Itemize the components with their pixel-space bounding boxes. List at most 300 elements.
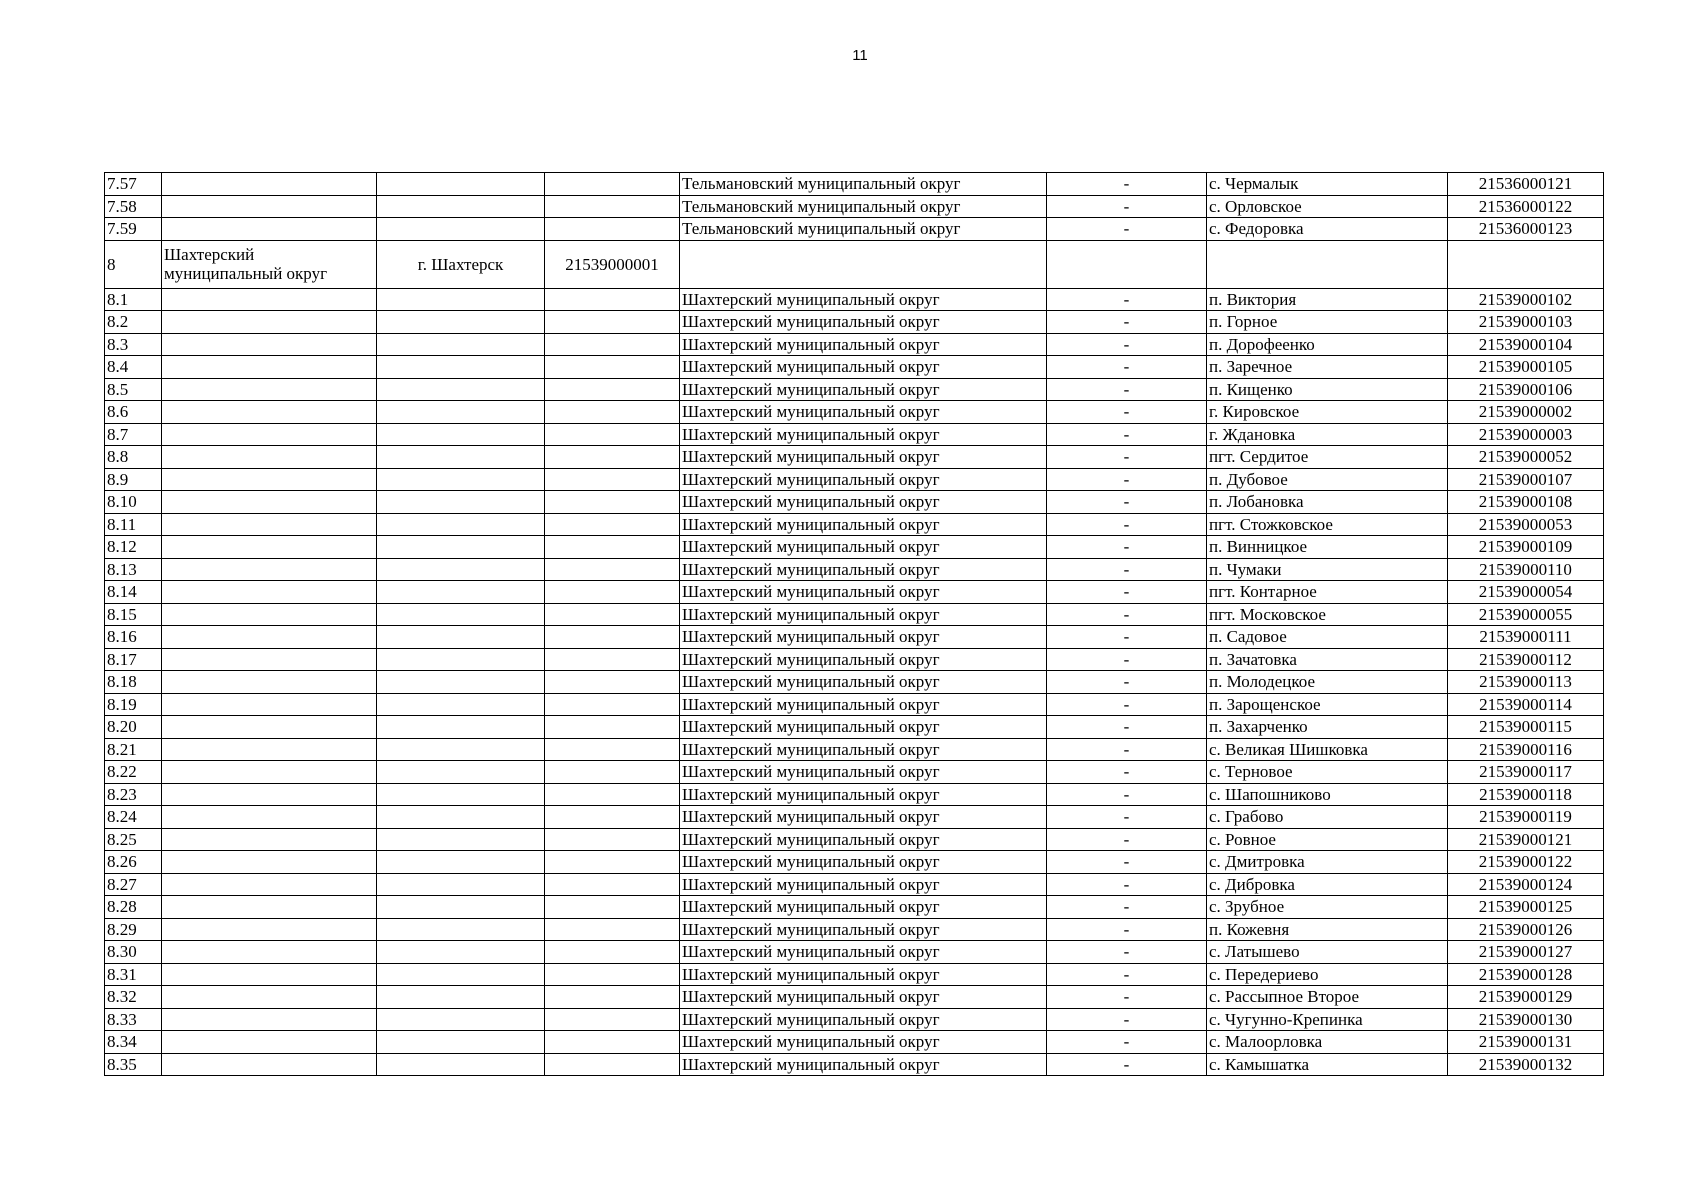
- center-code-cell: [545, 1031, 680, 1054]
- settlement-cell: п. Зачатовка: [1207, 648, 1448, 671]
- municipality-cell: Шахтерский муниципальный округ: [680, 468, 1047, 491]
- settlement-cell: п. Молодецкое: [1207, 671, 1448, 694]
- table-row: [105, 356, 1604, 379]
- settlement-cell: с. Шапошниково: [1207, 783, 1448, 806]
- table-body: [105, 173, 1604, 1076]
- admin-center-cell: [377, 173, 545, 196]
- district-cell: [162, 671, 377, 694]
- municipality-cell: Шахтерский муниципальный округ: [680, 446, 1047, 469]
- district-cell: [162, 491, 377, 514]
- settlement-cell: пгт. Стожковское: [1207, 513, 1448, 536]
- center-code-cell: [545, 581, 680, 604]
- oktmo-code-cell: 21539000110: [1448, 558, 1604, 581]
- row-number-cell: 8.12: [105, 536, 162, 559]
- table-row: [105, 173, 1604, 196]
- table-row: [105, 240, 1604, 288]
- district-cell: [162, 761, 377, 784]
- row-number-cell: 8.17: [105, 648, 162, 671]
- dash-cell: -: [1047, 851, 1207, 874]
- settlement-cell: п. Горное: [1207, 311, 1448, 334]
- row-number-cell: 8.3: [105, 333, 162, 356]
- district-cell: Шахтерский муниципальный округ: [162, 240, 377, 288]
- oktmo-code-cell: 21536000122: [1448, 195, 1604, 218]
- dash-cell: -: [1047, 941, 1207, 964]
- dash-cell: -: [1047, 918, 1207, 941]
- settlement-cell: п. Лобановка: [1207, 491, 1448, 514]
- table-row: [105, 851, 1604, 874]
- dash-cell: -: [1047, 806, 1207, 829]
- municipality-cell: Тельмановский муниципальный округ: [680, 195, 1047, 218]
- dash-cell: -: [1047, 446, 1207, 469]
- row-number-cell: 8.25: [105, 828, 162, 851]
- settlement-cell: п. Заречное: [1207, 356, 1448, 379]
- table-row: [105, 986, 1604, 1009]
- district-cell: [162, 828, 377, 851]
- center-code-cell: [545, 173, 680, 196]
- municipality-cell: Шахтерский муниципальный округ: [680, 423, 1047, 446]
- district-cell: [162, 401, 377, 424]
- row-number-cell: 8.10: [105, 491, 162, 514]
- district-cell: [162, 648, 377, 671]
- settlement-cell: с. Ровное: [1207, 828, 1448, 851]
- settlement-cell: с. Терновое: [1207, 761, 1448, 784]
- admin-center-cell: [377, 851, 545, 874]
- settlement-cell: с. Чугунно-Крепинка: [1207, 1008, 1448, 1031]
- district-cell: [162, 986, 377, 1009]
- admin-center-cell: [377, 1008, 545, 1031]
- district-cell: [162, 603, 377, 626]
- row-number-cell: 8.24: [105, 806, 162, 829]
- oktmo-code-cell: 21539000124: [1448, 873, 1604, 896]
- center-code-cell: [545, 536, 680, 559]
- table-row: [105, 423, 1604, 446]
- oktmo-code-cell: 21539000121: [1448, 828, 1604, 851]
- admin-center-cell: [377, 378, 545, 401]
- table-row: [105, 716, 1604, 739]
- center-code-cell: [545, 986, 680, 1009]
- center-code-cell: 21539000001: [545, 240, 680, 288]
- municipality-cell: Шахтерский муниципальный округ: [680, 783, 1047, 806]
- row-number-cell: 8.13: [105, 558, 162, 581]
- municipality-cell: Шахтерский муниципальный округ: [680, 1008, 1047, 1031]
- settlement-cell: п. Дорофеенко: [1207, 333, 1448, 356]
- table-row: [105, 446, 1604, 469]
- municipality-cell: Шахтерский муниципальный округ: [680, 536, 1047, 559]
- admin-center-cell: [377, 963, 545, 986]
- dash-cell: -: [1047, 401, 1207, 424]
- district-cell: [162, 536, 377, 559]
- municipality-cell: Тельмановский муниципальный округ: [680, 173, 1047, 196]
- dash-cell: -: [1047, 761, 1207, 784]
- row-number-cell: 8.14: [105, 581, 162, 604]
- admin-center-cell: [377, 218, 545, 241]
- table-row: [105, 806, 1604, 829]
- settlement-cell: п. Чумаки: [1207, 558, 1448, 581]
- oktmo-code-cell: 21539000132: [1448, 1053, 1604, 1076]
- row-number-cell: 8.4: [105, 356, 162, 379]
- oktmo-code-cell: 21539000106: [1448, 378, 1604, 401]
- center-code-cell: [545, 218, 680, 241]
- district-cell: [162, 423, 377, 446]
- municipality-cell: Шахтерский муниципальный округ: [680, 1053, 1047, 1076]
- oktmo-code-cell: 21539000114: [1448, 693, 1604, 716]
- district-cell: [162, 581, 377, 604]
- municipality-cell: Шахтерский муниципальный округ: [680, 333, 1047, 356]
- table-row: [105, 468, 1604, 491]
- table-row: [105, 581, 1604, 604]
- dash-cell: -: [1047, 716, 1207, 739]
- oktmo-code-cell: 21539000052: [1448, 446, 1604, 469]
- center-code-cell: [545, 783, 680, 806]
- dash-cell: -: [1047, 378, 1207, 401]
- row-number-cell: 8.27: [105, 873, 162, 896]
- oktmo-code-cell: 21539000113: [1448, 671, 1604, 694]
- oktmo-code-cell: 21539000131: [1448, 1031, 1604, 1054]
- district-cell: [162, 851, 377, 874]
- row-number-cell: 8.6: [105, 401, 162, 424]
- municipality-cell: Шахтерский муниципальный округ: [680, 311, 1047, 334]
- district-cell: [162, 873, 377, 896]
- admin-center-cell: [377, 761, 545, 784]
- row-number-cell: 7.57: [105, 173, 162, 196]
- municipality-cell: Шахтерский муниципальный округ: [680, 648, 1047, 671]
- district-cell: [162, 806, 377, 829]
- center-code-cell: [545, 963, 680, 986]
- admin-center-cell: [377, 1053, 545, 1076]
- dash-cell: -: [1047, 558, 1207, 581]
- dash-cell: -: [1047, 648, 1207, 671]
- oktmo-code-cell: 21539000105: [1448, 356, 1604, 379]
- dash-cell: -: [1047, 671, 1207, 694]
- district-cell: [162, 173, 377, 196]
- table-row: [105, 513, 1604, 536]
- table-row: [105, 828, 1604, 851]
- dash-cell: [1047, 240, 1207, 288]
- district-cell: [162, 896, 377, 919]
- municipality-cell: Шахтерский муниципальный округ: [680, 896, 1047, 919]
- center-code-cell: [545, 1008, 680, 1031]
- dash-cell: -: [1047, 828, 1207, 851]
- district-cell: [162, 558, 377, 581]
- admin-center-cell: [377, 693, 545, 716]
- oktmo-code-cell: 21539000112: [1448, 648, 1604, 671]
- admin-center-cell: [377, 941, 545, 964]
- municipality-cell: Шахтерский муниципальный округ: [680, 558, 1047, 581]
- oktmo-code-cell: 21539000002: [1448, 401, 1604, 424]
- oktmo-code-cell: 21539000119: [1448, 806, 1604, 829]
- municipality-cell: Шахтерский муниципальный округ: [680, 761, 1047, 784]
- admin-center-cell: [377, 626, 545, 649]
- settlement-cell: с. Великая Шишковка: [1207, 738, 1448, 761]
- page-number: 11: [852, 47, 868, 64]
- center-code-cell: [545, 693, 680, 716]
- row-number-cell: 7.59: [105, 218, 162, 241]
- municipality-cell: Шахтерский муниципальный округ: [680, 288, 1047, 311]
- settlement-cell: с. Рассыпное Второе: [1207, 986, 1448, 1009]
- settlement-cell: с. Малоорловка: [1207, 1031, 1448, 1054]
- oktmo-code-cell: 21539000115: [1448, 716, 1604, 739]
- center-code-cell: [545, 333, 680, 356]
- district-cell: [162, 468, 377, 491]
- admin-center-cell: [377, 603, 545, 626]
- settlement-cell: с. Дмитровка: [1207, 851, 1448, 874]
- row-number-cell: 8.29: [105, 918, 162, 941]
- row-number-cell: 7.58: [105, 195, 162, 218]
- settlement-cell: п. Виктория: [1207, 288, 1448, 311]
- center-code-cell: [545, 671, 680, 694]
- table-row: [105, 603, 1604, 626]
- admin-center-cell: [377, 986, 545, 1009]
- center-code-cell: [545, 378, 680, 401]
- admin-center-cell: [377, 581, 545, 604]
- center-code-cell: [545, 195, 680, 218]
- oktmo-code-cell: 21539000111: [1448, 626, 1604, 649]
- admin-center-cell: [377, 896, 545, 919]
- row-number-cell: 8.26: [105, 851, 162, 874]
- oktmo-code-cell: 21536000121: [1448, 173, 1604, 196]
- admin-center-cell: [377, 1031, 545, 1054]
- district-cell: [162, 1008, 377, 1031]
- dash-cell: -: [1047, 873, 1207, 896]
- center-code-cell: [545, 288, 680, 311]
- settlement-cell: пгт. Контарное: [1207, 581, 1448, 604]
- oktmo-code-cell: 21539000107: [1448, 468, 1604, 491]
- dash-cell: -: [1047, 603, 1207, 626]
- settlement-cell: с. Чермалык: [1207, 173, 1448, 196]
- admin-center-cell: [377, 356, 545, 379]
- table-row: [105, 896, 1604, 919]
- municipality-cell: Тельмановский муниципальный округ: [680, 218, 1047, 241]
- admin-center-cell: [377, 738, 545, 761]
- municipality-cell: Шахтерский муниципальный округ: [680, 356, 1047, 379]
- center-code-cell: [545, 648, 680, 671]
- municipality-cell: Шахтерский муниципальный округ: [680, 626, 1047, 649]
- dash-cell: -: [1047, 581, 1207, 604]
- table-row: [105, 918, 1604, 941]
- table-row: [105, 1008, 1604, 1031]
- row-number-cell: 8.23: [105, 783, 162, 806]
- dash-cell: -: [1047, 693, 1207, 716]
- row-number-cell: 8.18: [105, 671, 162, 694]
- municipality-cell: Шахтерский муниципальный округ: [680, 873, 1047, 896]
- table-row: [105, 1031, 1604, 1054]
- municipality-cell: Шахтерский муниципальный округ: [680, 1031, 1047, 1054]
- district-cell: [162, 1031, 377, 1054]
- dash-cell: -: [1047, 173, 1207, 196]
- municipality-cell: Шахтерский муниципальный округ: [680, 986, 1047, 1009]
- row-number-cell: 8.16: [105, 626, 162, 649]
- table-row: [105, 626, 1604, 649]
- municipality-cell: Шахтерский муниципальный округ: [680, 513, 1047, 536]
- municipality-cell: Шахтерский муниципальный округ: [680, 806, 1047, 829]
- municipality-cell: Шахтерский муниципальный округ: [680, 603, 1047, 626]
- table-row: [105, 195, 1604, 218]
- municipality-cell: Шахтерский муниципальный округ: [680, 738, 1047, 761]
- settlement-cell: п. Дубовое: [1207, 468, 1448, 491]
- dash-cell: -: [1047, 468, 1207, 491]
- table-row: [105, 648, 1604, 671]
- settlement-cell: с. Латышево: [1207, 941, 1448, 964]
- settlement-cell: п. Кожевня: [1207, 918, 1448, 941]
- table-row: [105, 558, 1604, 581]
- municipality-cell: Шахтерский муниципальный округ: [680, 716, 1047, 739]
- settlement-cell: с. Дибровка: [1207, 873, 1448, 896]
- oktmo-code-cell: 21539000122: [1448, 851, 1604, 874]
- admin-center-cell: [377, 423, 545, 446]
- admin-center-cell: [377, 671, 545, 694]
- center-code-cell: [545, 558, 680, 581]
- table-row: [105, 333, 1604, 356]
- district-cell: [162, 378, 377, 401]
- oktmo-code-cell: 21539000125: [1448, 896, 1604, 919]
- district-cell: [162, 963, 377, 986]
- center-code-cell: [545, 918, 680, 941]
- district-cell: [162, 218, 377, 241]
- settlement-cell: с. Федоровка: [1207, 218, 1448, 241]
- district-cell: [162, 716, 377, 739]
- settlement-cell: с. Передериево: [1207, 963, 1448, 986]
- admin-center-cell: [377, 536, 545, 559]
- table-row: [105, 401, 1604, 424]
- dash-cell: -: [1047, 1008, 1207, 1031]
- district-cell: [162, 626, 377, 649]
- municipality-cell: Шахтерский муниципальный округ: [680, 378, 1047, 401]
- municipality-cell: Шахтерский муниципальный округ: [680, 581, 1047, 604]
- oktmo-code-cell: 21539000103: [1448, 311, 1604, 334]
- oktmo-code-cell: 21539000128: [1448, 963, 1604, 986]
- district-cell: [162, 693, 377, 716]
- center-code-cell: [545, 828, 680, 851]
- oktmo-code-cell: 21539000053: [1448, 513, 1604, 536]
- center-code-cell: [545, 311, 680, 334]
- municipality-cell: Шахтерский муниципальный округ: [680, 941, 1047, 964]
- municipality-cell: Шахтерский муниципальный округ: [680, 918, 1047, 941]
- municipality-cell: Шахтерский муниципальный округ: [680, 851, 1047, 874]
- row-number-cell: 8.22: [105, 761, 162, 784]
- oktmo-code-cell: 21539000055: [1448, 603, 1604, 626]
- table-row: [105, 536, 1604, 559]
- dash-cell: -: [1047, 218, 1207, 241]
- admin-center-cell: [377, 401, 545, 424]
- dash-cell: -: [1047, 896, 1207, 919]
- dash-cell: -: [1047, 626, 1207, 649]
- district-cell: [162, 783, 377, 806]
- center-code-cell: [545, 896, 680, 919]
- row-number-cell: 8.8: [105, 446, 162, 469]
- row-number-cell: 8: [105, 240, 162, 288]
- row-number-cell: 8.33: [105, 1008, 162, 1031]
- oktmo-code-cell: 21536000123: [1448, 218, 1604, 241]
- center-code-cell: [545, 626, 680, 649]
- center-code-cell: [545, 513, 680, 536]
- row-number-cell: 8.7: [105, 423, 162, 446]
- table-row: [105, 491, 1604, 514]
- settlement-cell: п. Захарченко: [1207, 716, 1448, 739]
- oktmo-code-cell: 21539000118: [1448, 783, 1604, 806]
- oktmo-code-cell: 21539000109: [1448, 536, 1604, 559]
- oktmo-code-cell: 21539000130: [1448, 1008, 1604, 1031]
- table-row: [105, 873, 1604, 896]
- admin-center-cell: [377, 873, 545, 896]
- row-number-cell: 8.34: [105, 1031, 162, 1054]
- table-row: [105, 288, 1604, 311]
- dash-cell: -: [1047, 195, 1207, 218]
- municipality-cell: Шахтерский муниципальный округ: [680, 963, 1047, 986]
- settlement-cell: п. Садовое: [1207, 626, 1448, 649]
- dash-cell: -: [1047, 783, 1207, 806]
- center-code-cell: [545, 491, 680, 514]
- district-cell: [162, 195, 377, 218]
- table-row: [105, 761, 1604, 784]
- settlement-cell: пгт. Сердитое: [1207, 446, 1448, 469]
- row-number-cell: 8.20: [105, 716, 162, 739]
- oktmo-code-cell: 21539000126: [1448, 918, 1604, 941]
- district-cell: [162, 918, 377, 941]
- district-cell: [162, 333, 377, 356]
- dash-cell: -: [1047, 513, 1207, 536]
- admin-center-cell: [377, 648, 545, 671]
- settlement-cell: п. Зарощенское: [1207, 693, 1448, 716]
- dash-cell: -: [1047, 986, 1207, 1009]
- center-code-cell: [545, 446, 680, 469]
- district-cell: [162, 513, 377, 536]
- municipality-cell: Шахтерский муниципальный округ: [680, 401, 1047, 424]
- admin-center-cell: [377, 468, 545, 491]
- center-code-cell: [545, 851, 680, 874]
- row-number-cell: 8.15: [105, 603, 162, 626]
- admin-center-cell: [377, 828, 545, 851]
- row-number-cell: 8.32: [105, 986, 162, 1009]
- dash-cell: -: [1047, 311, 1207, 334]
- district-cell: [162, 446, 377, 469]
- row-number-cell: 8.21: [105, 738, 162, 761]
- admin-center-cell: [377, 446, 545, 469]
- center-code-cell: [545, 738, 680, 761]
- center-code-cell: [545, 1053, 680, 1076]
- table-row: [105, 963, 1604, 986]
- row-number-cell: 8.11: [105, 513, 162, 536]
- district-cell: [162, 1053, 377, 1076]
- row-number-cell: 8.19: [105, 693, 162, 716]
- table-row: [105, 671, 1604, 694]
- center-code-cell: [545, 873, 680, 896]
- row-number-cell: 8.35: [105, 1053, 162, 1076]
- center-code-cell: [545, 603, 680, 626]
- settlement-cell: г. Ждановка: [1207, 423, 1448, 446]
- table-row: [105, 738, 1604, 761]
- dash-cell: -: [1047, 1053, 1207, 1076]
- row-number-cell: 8.31: [105, 963, 162, 986]
- table-row: [105, 378, 1604, 401]
- district-cell: [162, 311, 377, 334]
- settlement-cell: с. Камышатка: [1207, 1053, 1448, 1076]
- district-cell: [162, 738, 377, 761]
- table-row: [105, 783, 1604, 806]
- dash-cell: -: [1047, 356, 1207, 379]
- center-code-cell: [545, 423, 680, 446]
- dash-cell: -: [1047, 333, 1207, 356]
- table-row: [105, 218, 1604, 241]
- settlement-cell: п. Винницкое: [1207, 536, 1448, 559]
- dash-cell: -: [1047, 1031, 1207, 1054]
- settlement-cell: [1207, 240, 1448, 288]
- settlement-cell: п. Кищенко: [1207, 378, 1448, 401]
- dash-cell: -: [1047, 738, 1207, 761]
- table-row: [105, 311, 1604, 334]
- center-code-cell: [545, 941, 680, 964]
- row-number-cell: 8.28: [105, 896, 162, 919]
- oktmo-code-cell: 21539000117: [1448, 761, 1604, 784]
